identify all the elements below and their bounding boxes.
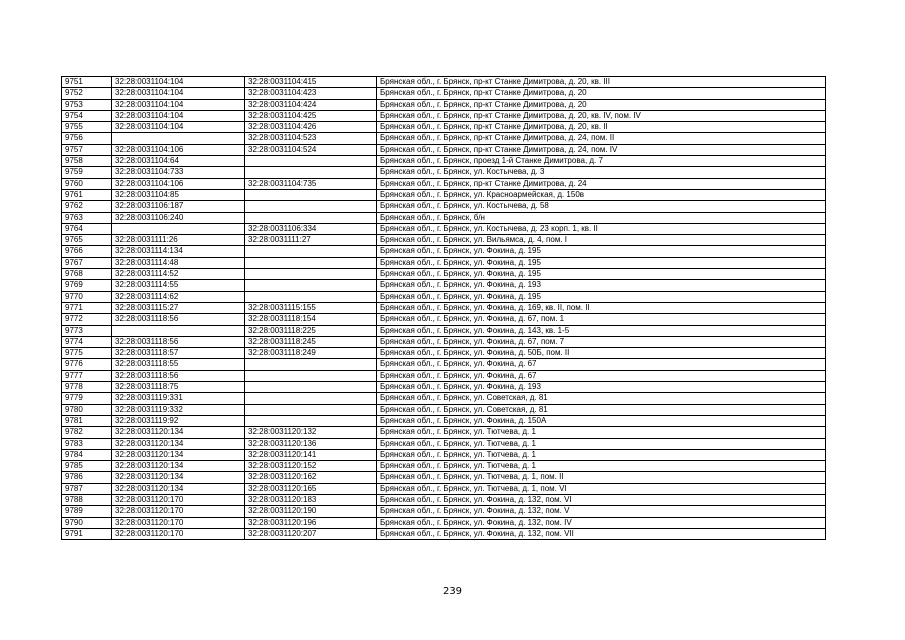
object-cadastral-number-cell: 32:28:0031118:154 — [245, 314, 377, 325]
object-cadastral-number-cell: 32:28:0031118:249 — [245, 348, 377, 359]
row-number-cell: 9754 — [62, 110, 112, 121]
table-row — [62, 528, 826, 539]
table-row — [62, 133, 826, 144]
address-cell: Брянская обл., г. Брянск, ул. Тютчева, д. 1 — [377, 449, 826, 460]
table-row — [62, 438, 826, 449]
address-cell: Брянская обл., г. Брянск, ул. Вильямса, д. 4, пом. I — [377, 235, 826, 246]
row-number-cell: 9765 — [62, 235, 112, 246]
table-row — [62, 110, 826, 121]
address-cell: Брянская обл., г. Брянск, ул. Красноармейская, д. 150в — [377, 189, 826, 200]
address-cell: Брянская обл., г. Брянск, ул. Фокина, д. 195 — [377, 257, 826, 268]
table-row — [62, 314, 826, 325]
address-cell: Брянская обл., г. Брянск, ул. Тютчева, д. 1, пом. VI — [377, 483, 826, 494]
object-cadastral-number-cell: 32:28:0031104:735 — [245, 178, 377, 189]
row-number-cell: 9759 — [62, 167, 112, 178]
address-cell: Брянская обл., г. Брянск, б/н — [377, 212, 826, 223]
object-cadastral-number-cell: 32:28:0031120:190 — [245, 506, 377, 517]
object-cadastral-number-cell: 32:28:0031120:152 — [245, 461, 377, 472]
row-number-cell: 9756 — [62, 133, 112, 144]
row-number-cell: 9773 — [62, 325, 112, 336]
table-row — [62, 348, 826, 359]
land-cadastral-number-cell: 32:28:0031104:106 — [112, 144, 245, 155]
table-row — [62, 370, 826, 381]
address-cell: Брянская обл., г. Брянск, ул. Костычева, д. 58 — [377, 201, 826, 212]
object-cadastral-number-cell: 32:28:0031106:334 — [245, 223, 377, 234]
address-cell: Брянская обл., г. Брянск, ул. Фокина, д. 132, пом. VII — [377, 528, 826, 539]
row-number-cell: 9782 — [62, 427, 112, 438]
land-cadastral-number-cell: 32:28:0031104:104 — [112, 77, 245, 88]
table-row — [62, 201, 826, 212]
land-cadastral-number-cell: 32:28:0031120:170 — [112, 506, 245, 517]
row-number-cell: 9789 — [62, 506, 112, 517]
object-cadastral-number-cell: 32:28:0031104:424 — [245, 99, 377, 110]
table-row — [62, 99, 826, 110]
address-cell: Брянская обл., г. Брянск, ул. Костычева, д. 3 — [377, 167, 826, 178]
table-row — [62, 483, 826, 494]
address-cell: Брянская обл., г. Брянск, ул. Фокина, д. 132, пом. V — [377, 506, 826, 517]
object-cadastral-number-cell: 32:28:0031118:225 — [245, 325, 377, 336]
land-cadastral-number-cell: 32:28:0031115:27 — [112, 302, 245, 313]
land-cadastral-number-cell: 32:28:0031120:134 — [112, 461, 245, 472]
table-row — [62, 449, 826, 460]
row-number-cell: 9772 — [62, 314, 112, 325]
row-number-cell: 9779 — [62, 393, 112, 404]
object-cadastral-number-cell: 32:28:0031120:165 — [245, 483, 377, 494]
address-cell: Брянская обл., г. Брянск, пр-кт Станке Димитрова, д. 20, кв. II — [377, 122, 826, 133]
land-cadastral-number-cell: 32:28:0031120:170 — [112, 517, 245, 528]
table-row — [62, 88, 826, 99]
address-cell: Брянская обл., г. Брянск, ул. Фокина, д. 67, пом. 1 — [377, 314, 826, 325]
object-cadastral-number-cell — [245, 393, 377, 404]
row-number-cell: 9769 — [62, 280, 112, 291]
row-number-cell: 9785 — [62, 461, 112, 472]
row-number-cell: 9788 — [62, 494, 112, 505]
address-cell: Брянская обл., г. Брянск, пр-кт Станке Димитрова, д. 20, кв. III — [377, 77, 826, 88]
land-cadastral-number-cell — [112, 223, 245, 234]
table-row — [62, 144, 826, 155]
object-cadastral-number-cell: 32:28:0031104:426 — [245, 122, 377, 133]
table-row — [62, 156, 826, 167]
table-row — [62, 427, 826, 438]
row-number-cell: 9791 — [62, 528, 112, 539]
object-cadastral-number-cell — [245, 156, 377, 167]
row-number-cell: 9774 — [62, 336, 112, 347]
object-cadastral-number-cell: 32:28:0031104:425 — [245, 110, 377, 121]
land-cadastral-number-cell: 32:28:0031120:170 — [112, 528, 245, 539]
row-number-cell: 9783 — [62, 438, 112, 449]
land-cadastral-number-cell: 32:28:0031104:104 — [112, 110, 245, 121]
row-number-cell: 9753 — [62, 99, 112, 110]
address-cell: Брянская обл., г. Брянск, ул. Фокина, д. 195 — [377, 269, 826, 280]
land-cadastral-number-cell: 32:28:0031104:104 — [112, 88, 245, 99]
row-number-cell: 9787 — [62, 483, 112, 494]
table-body — [62, 77, 826, 540]
address-cell: Брянская обл., г. Брянск, проезд 1-й Станке Димитрова, д. 7 — [377, 156, 826, 167]
object-cadastral-number-cell — [245, 382, 377, 393]
land-cadastral-number-cell: 32:28:0031104:106 — [112, 178, 245, 189]
row-number-cell: 9780 — [62, 404, 112, 415]
land-cadastral-number-cell: 32:28:0031120:170 — [112, 494, 245, 505]
object-cadastral-number-cell — [245, 415, 377, 426]
land-cadastral-number-cell: 32:28:0031118:55 — [112, 359, 245, 370]
table-row — [62, 404, 826, 415]
land-cadastral-number-cell: 32:28:0031114:52 — [112, 269, 245, 280]
row-number-cell: 9767 — [62, 257, 112, 268]
row-number-cell: 9762 — [62, 201, 112, 212]
land-cadastral-number-cell: 32:28:0031118:56 — [112, 336, 245, 347]
object-cadastral-number-cell: 32:28:0031104:524 — [245, 144, 377, 155]
object-cadastral-number-cell: 32:28:0031120:183 — [245, 494, 377, 505]
address-cell: Брянская обл., г. Брянск, пр-кт Станке Димитрова, д. 20, кв. IV, пом. IV — [377, 110, 826, 121]
table-row — [62, 325, 826, 336]
land-cadastral-number-cell: 32:28:0031120:134 — [112, 472, 245, 483]
address-cell: Брянская обл., г. Брянск, ул. Фокина, д. 132, пом. IV — [377, 517, 826, 528]
table-row — [62, 291, 826, 302]
row-number-cell: 9758 — [62, 156, 112, 167]
address-cell: Брянская обл., г. Брянск, ул. Тютчева, д. 1 — [377, 438, 826, 449]
land-cadastral-number-cell: 32:28:0031120:134 — [112, 438, 245, 449]
object-cadastral-number-cell: 32:28:0031118:245 — [245, 336, 377, 347]
land-cadastral-number-cell: 32:28:0031120:134 — [112, 483, 245, 494]
row-number-cell: 9761 — [62, 189, 112, 200]
table-row — [62, 189, 826, 200]
table-row — [62, 178, 826, 189]
address-cell: Брянская обл., г. Брянск, ул. Фокина, д. 50Б, пом. II — [377, 348, 826, 359]
land-cadastral-number-cell: 32:28:0031104:85 — [112, 189, 245, 200]
table-row — [62, 336, 826, 347]
object-cadastral-number-cell — [245, 189, 377, 200]
object-cadastral-number-cell — [245, 291, 377, 302]
land-cadastral-number-cell: 32:28:0031118:56 — [112, 314, 245, 325]
table-row — [62, 257, 826, 268]
row-number-cell: 9771 — [62, 302, 112, 313]
address-cell: Брянская обл., г. Брянск, ул. Тютчева, д. 1, пом. II — [377, 472, 826, 483]
address-cell: Брянская обл., г. Брянск, ул. Фокина, д. 132, пом. VI — [377, 494, 826, 505]
row-number-cell: 9770 — [62, 291, 112, 302]
row-number-cell: 9777 — [62, 370, 112, 381]
address-cell: Брянская обл., г. Брянск, ул. Фокина, д. 67, пом. 7 — [377, 336, 826, 347]
address-cell: Брянская обл., г. Брянск, ул. Фокина, д. 67 — [377, 359, 826, 370]
table-row — [62, 122, 826, 133]
address-cell: Брянская обл., г. Брянск, ул. Фокина, д. 193 — [377, 382, 826, 393]
land-cadastral-number-cell: 32:28:0031118:75 — [112, 382, 245, 393]
land-cadastral-number-cell: 32:28:0031119:332 — [112, 404, 245, 415]
row-number-cell: 9760 — [62, 178, 112, 189]
table-row — [62, 280, 826, 291]
table-row — [62, 223, 826, 234]
land-cadastral-number-cell: 32:28:0031120:134 — [112, 449, 245, 460]
land-cadastral-number-cell: 32:28:0031119:331 — [112, 393, 245, 404]
row-number-cell: 9790 — [62, 517, 112, 528]
object-cadastral-number-cell — [245, 359, 377, 370]
table-row — [62, 494, 826, 505]
address-cell: Брянская обл., г. Брянск, пр-кт Станке Димитрова, д. 24 — [377, 178, 826, 189]
table-row — [62, 461, 826, 472]
table-row — [62, 506, 826, 517]
table-row — [62, 212, 826, 223]
land-cadastral-number-cell: 32:28:0031104:104 — [112, 99, 245, 110]
address-cell: Брянская обл., г. Брянск, ул. Фокина, д. 143, кв. 1-5 — [377, 325, 826, 336]
land-cadastral-number-cell: 32:28:0031111:26 — [112, 235, 245, 246]
row-number-cell: 9778 — [62, 382, 112, 393]
land-cadastral-number-cell: 32:28:0031114:134 — [112, 246, 245, 257]
row-number-cell: 9755 — [62, 122, 112, 133]
object-cadastral-number-cell: 32:28:0031120:141 — [245, 449, 377, 460]
row-number-cell: 9786 — [62, 472, 112, 483]
row-number-cell: 9784 — [62, 449, 112, 460]
table-row — [62, 269, 826, 280]
address-cell: Брянская обл., г. Брянск, ул. Фокина, д. 150А — [377, 415, 826, 426]
object-cadastral-number-cell: 32:28:0031115:155 — [245, 302, 377, 313]
object-cadastral-number-cell — [245, 280, 377, 291]
row-number-cell: 9751 — [62, 77, 112, 88]
object-cadastral-number-cell: 32:28:0031104:423 — [245, 88, 377, 99]
object-cadastral-number-cell — [245, 201, 377, 212]
row-number-cell: 9764 — [62, 223, 112, 234]
land-cadastral-number-cell: 32:28:0031104:64 — [112, 156, 245, 167]
row-number-cell: 9757 — [62, 144, 112, 155]
object-cadastral-number-cell — [245, 404, 377, 415]
address-cell: Брянская обл., г. Брянск, ул. Фокина, д. 195 — [377, 246, 826, 257]
table-row — [62, 167, 826, 178]
land-cadastral-number-cell: 32:28:0031114:48 — [112, 257, 245, 268]
land-cadastral-number-cell — [112, 325, 245, 336]
land-cadastral-number-cell: 32:28:0031114:55 — [112, 280, 245, 291]
row-number-cell: 9763 — [62, 212, 112, 223]
table-row — [62, 382, 826, 393]
table-row — [62, 472, 826, 483]
object-cadastral-number-cell: 32:28:0031120:207 — [245, 528, 377, 539]
land-cadastral-number-cell: 32:28:0031104:733 — [112, 167, 245, 178]
object-cadastral-number-cell: 32:28:0031120:162 — [245, 472, 377, 483]
table-row — [62, 393, 826, 404]
object-cadastral-number-cell: 32:28:0031104:523 — [245, 133, 377, 144]
object-cadastral-number-cell — [245, 370, 377, 381]
object-cadastral-number-cell — [245, 167, 377, 178]
table-row — [62, 415, 826, 426]
page-number: 239 — [442, 586, 463, 597]
land-cadastral-number-cell — [112, 133, 245, 144]
table-row — [62, 359, 826, 370]
table-row — [62, 517, 826, 528]
table-row — [62, 302, 826, 313]
land-cadastral-number-cell: 32:28:0031106:240 — [112, 212, 245, 223]
address-cell: Брянская обл., г. Брянск, ул. Фокина, д. 195 — [377, 291, 826, 302]
address-cell: Брянская обл., г. Брянск, ул. Фокина, д. 193 — [377, 280, 826, 291]
object-cadastral-number-cell: 32:28:0031120:196 — [245, 517, 377, 528]
object-cadastral-number-cell — [245, 257, 377, 268]
table-row — [62, 246, 826, 257]
address-cell: Брянская обл., г. Брянск, ул. Тютчева, д. 1 — [377, 461, 826, 472]
land-cadastral-number-cell: 32:28:0031106:187 — [112, 201, 245, 212]
row-number-cell: 9768 — [62, 269, 112, 280]
address-cell: Брянская обл., г. Брянск, пр-кт Станке Димитрова, д. 24, пом. IV — [377, 144, 826, 155]
land-cadastral-number-cell: 32:28:0031118:56 — [112, 370, 245, 381]
address-cell: Брянская обл., г. Брянск, ул. Костычева, д. 23 корп. 1, кв. II — [377, 223, 826, 234]
object-cadastral-number-cell — [245, 212, 377, 223]
cadastral-register-table — [61, 76, 826, 540]
row-number-cell: 9781 — [62, 415, 112, 426]
object-cadastral-number-cell: 32:28:0031111:27 — [245, 235, 377, 246]
address-cell: Брянская обл., г. Брянск, ул. Советская, д. 81 — [377, 404, 826, 415]
address-cell: Брянская обл., г. Брянск, пр-кт Станке Димитрова, д. 20 — [377, 88, 826, 99]
address-cell: Брянская обл., г. Брянск, пр-кт Станке Димитрова, д. 20 — [377, 99, 826, 110]
object-cadastral-number-cell: 32:28:0031120:136 — [245, 438, 377, 449]
land-cadastral-number-cell: 32:28:0031114:62 — [112, 291, 245, 302]
object-cadastral-number-cell: 32:28:0031120:132 — [245, 427, 377, 438]
address-cell: Брянская обл., г. Брянск, ул. Фокина, д. 67 — [377, 370, 826, 381]
row-number-cell: 9752 — [62, 88, 112, 99]
address-cell: Брянская обл., г. Брянск, ул. Тютчева, д. 1 — [377, 427, 826, 438]
land-cadastral-number-cell: 32:28:0031104:104 — [112, 122, 245, 133]
object-cadastral-number-cell — [245, 246, 377, 257]
row-number-cell: 9776 — [62, 359, 112, 370]
table-row — [62, 77, 826, 88]
land-cadastral-number-cell: 32:28:0031120:134 — [112, 427, 245, 438]
address-cell: Брянская обл., г. Брянск, ул. Советская, д. 81 — [377, 393, 826, 404]
land-cadastral-number-cell: 32:28:0031119:92 — [112, 415, 245, 426]
table-row — [62, 235, 826, 246]
row-number-cell: 9775 — [62, 348, 112, 359]
address-cell: Брянская обл., г. Брянск, пр-кт Станке Димитрова, д. 24, пом. II — [377, 133, 826, 144]
row-number-cell: 9766 — [62, 246, 112, 257]
object-cadastral-number-cell: 32:28:0031104:415 — [245, 77, 377, 88]
address-cell: Брянская обл., г. Брянск, ул. Фокина, д. 169, кв. II, пом. II — [377, 302, 826, 313]
land-cadastral-number-cell: 32:28:0031118:57 — [112, 348, 245, 359]
object-cadastral-number-cell — [245, 269, 377, 280]
